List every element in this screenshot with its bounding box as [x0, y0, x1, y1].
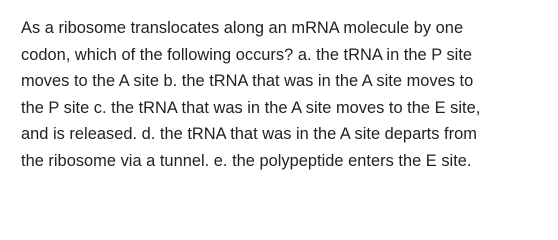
question-line: codon, which of the following occurs? a. the tRNA in the P site: [21, 45, 473, 64]
question-line: the P site c. the tRNA that was in the A site moves to the E site,: [21, 98, 481, 117]
question-line: As a ribosome translocates along an mRNA molecule by one: [21, 19, 464, 37]
question-line: moves to the A site b. the tRNA that was in the A site moves to: [21, 72, 474, 91]
question-line: the ribosome via a tunnel. e. the polypeptide enters the E site.: [21, 151, 472, 170]
question-text: [21, 15, 551, 175]
question-line: and is released. d. the tRNA that was in the A site departs from: [21, 125, 477, 144]
